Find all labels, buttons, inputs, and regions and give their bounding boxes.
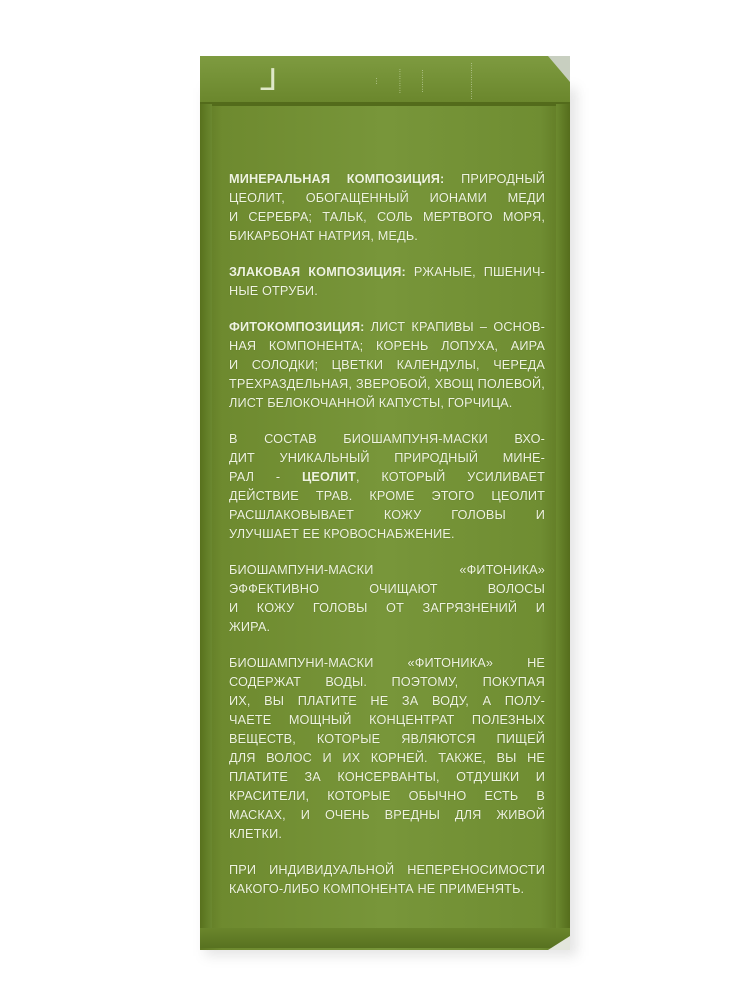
phyto-heading: ФИТОКОМПОЗИЦИЯ: (229, 320, 365, 334)
text-line: УЛУЧШАЕТ ЕЕ КРОВОСНАБЖЕНИЕ. (229, 527, 455, 541)
text-line: ЖИРА. (229, 620, 271, 634)
text-fragment: РАЛ - (229, 470, 302, 484)
text-line: КЛЕТКИ. (229, 827, 283, 841)
text-line (229, 318, 545, 337)
text-line: ПЛАТИТЕ ЗА КОНСЕРВАНТЫ, ОТДУШКИ И (229, 770, 545, 784)
zeolite-paragraph (229, 430, 545, 544)
text-line: И СЕРЕБРА; ТАЛЬК, СОЛЬ МЕРТВОГО МОРЯ, (229, 210, 545, 224)
text-line: МАСКАХ, И ОЧЕНЬ ВРЕДНЫ ДЛЯ ЖИВОЙ (229, 808, 545, 822)
text-line: И СОЛОДКИ; ЦВЕТКИ КАЛЕНДУЛЫ, ЧЕРЕДА (229, 358, 545, 372)
intolerance-warning-paragraph (229, 861, 545, 899)
text-line (229, 170, 545, 189)
text-line: ВЕЩЕСТВ, КОТОРЫЕ ЯВЛЯЮТСЯ ПИЩЕЙ (229, 732, 545, 746)
text-line: РАСШЛАКОВЫВАЕТ КОЖУ ГОЛОВЫ И (229, 508, 545, 522)
brand-logo-icon: ⅃ (260, 63, 278, 98)
box-bottom-flap (200, 928, 570, 948)
no-water-paragraph (229, 654, 545, 844)
zeolite-highlight: ЦЕОЛИТ (302, 470, 356, 484)
text-line: И КОЖУ ГОЛОВЫ ОТ ЗАГРЯЗНЕНИЙ И (229, 601, 545, 615)
mineral-composition-paragraph (229, 170, 545, 246)
flap-side-text-4: ················ (467, 62, 475, 100)
box-top-crease (200, 102, 570, 106)
text-line: ЦЕОЛИТ, ОБОГАЩЕННЫЙ ИОНАМИ МЕДИ (229, 191, 545, 205)
text-line: ДИТ УНИКАЛЬНЫЙ ПРИРОДНЫЙ МИНЕ- (229, 451, 545, 465)
text-line: ДЛЯ ВОЛОС И ИХ КОРНЕЙ. ТАКЖЕ, ВЫ НЕ (229, 751, 545, 765)
cleansing-paragraph (229, 561, 545, 637)
text-line: НЫЕ ОТРУБИ. (229, 284, 318, 298)
text-line (229, 468, 545, 487)
flap-side-text-3: ·········· (418, 69, 426, 93)
text-line: ЭФФЕКТИВНО ОЧИЩАЮТ ВОЛОСЫ (229, 582, 545, 596)
ingredients-text-panel (229, 170, 545, 916)
text-line: КРАСИТЕЛИ, КОТОРЫЕ ОБЫЧНО ЕСТЬ В (229, 789, 545, 803)
text-line: ДЕЙСТВИЕ ТРАВ. КРОМЕ ЭТОГО ЦЕОЛИТ (229, 489, 545, 503)
flap-side-text-2: ··········· (395, 68, 403, 94)
box-right-edge (556, 104, 570, 946)
text-line: ЛИСТ БЕЛОКОЧАННОЙ КАПУСТЫ, ГОРЧИЦА. (229, 396, 513, 410)
text-line: В СОСТАВ БИОШАМПУНЯ-МАСКИ ВХО- (229, 432, 545, 446)
phyto-composition-paragraph (229, 318, 545, 413)
mineral-heading: МИНЕРАЛЬНАЯ КОМПОЗИЦИЯ: (229, 172, 445, 186)
box-left-edge (200, 104, 212, 946)
text-line: ТРЕХРАЗДЕЛЬНАЯ, ЗВЕРОБОЙ, ХВОЩ ПОЛЕВОЙ, (229, 377, 545, 391)
text-fragment: РЖАНЫЕ, ПШЕНИЧ- (405, 265, 545, 279)
cereal-heading: ЗЛАКОВАЯ КОМПОЗИЦИЯ: (229, 265, 406, 279)
text-fragment: ПРИРОДНЫЙ (444, 172, 545, 186)
text-line: ПРИ ИНДИВИДУАЛЬНОЙ НЕПЕРЕНОСИМОСТИ (229, 863, 545, 877)
text-line: КАКОГО-ЛИБО КОМПОНЕНТА НЕ ПРИМЕНЯТЬ. (229, 882, 525, 896)
text-line: БИОШАМПУНИ-МАСКИ «ФИТОНИКА» НЕ (229, 656, 545, 670)
cereal-composition-paragraph (229, 263, 545, 301)
text-line: БИКАРБОНАТ НАТРИЯ, МЕДЬ. (229, 229, 418, 243)
text-line: НАЯ КОМПОНЕНТА; КОРЕНЬ ЛОПУХА, АИРА (229, 339, 545, 353)
text-line: СОДЕРЖАТ ВОДЫ. ПОЭТОМУ, ПОКУПАЯ (229, 675, 545, 689)
text-line: ИХ, ВЫ ПЛАТИТЕ НЕ ЗА ВОДУ, А ПОЛУ- (229, 694, 545, 708)
text-line: ЧАЕТЕ МОЩНЫЙ КОНЦЕНТРАТ ПОЛЕЗНЫХ (229, 713, 545, 727)
text-line: БИОШАМПУНИ-МАСКИ «ФИТОНИКА» (229, 563, 545, 577)
text-fragment: ЛИСТ КРАПИВЫ – ОСНОВ- (364, 320, 545, 334)
flap-side-text-1: ··· (372, 77, 380, 85)
text-line (229, 263, 545, 282)
text-fragment: , КОТОРЫЙ УСИЛИВАЕТ (355, 470, 546, 484)
